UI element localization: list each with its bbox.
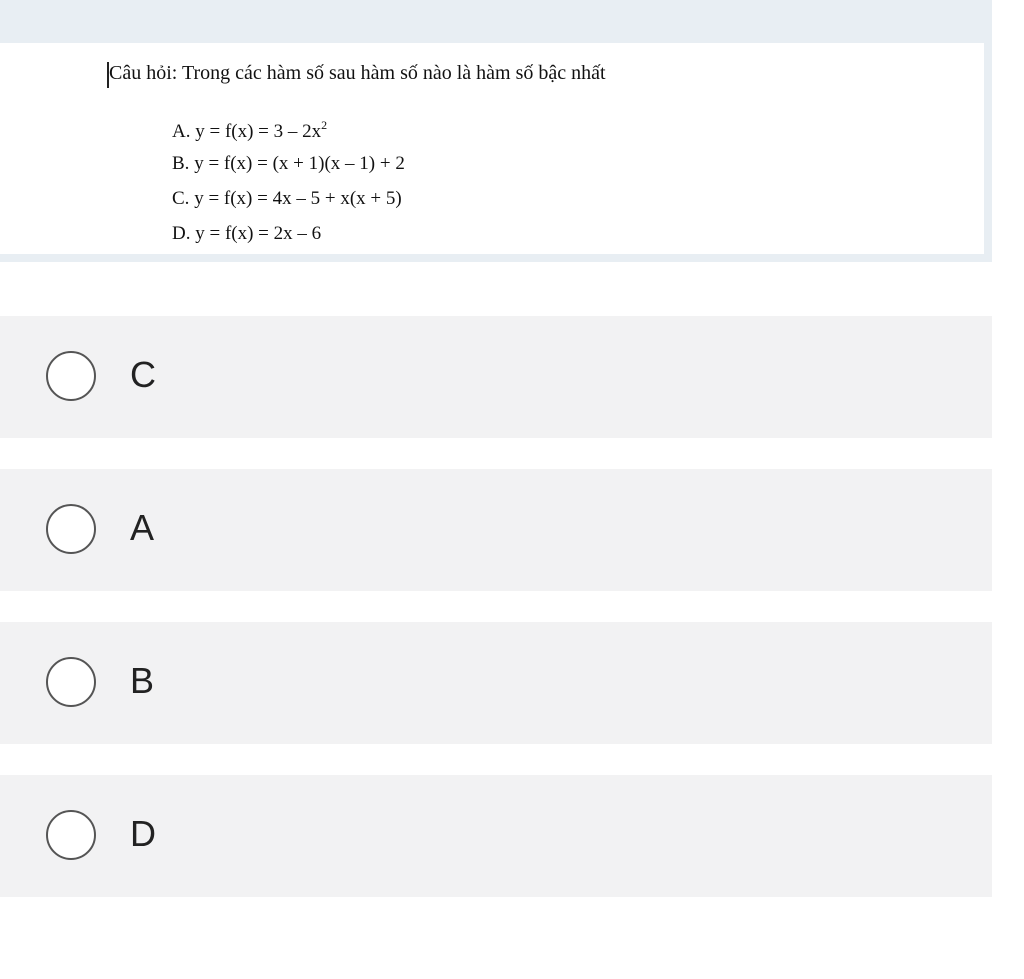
choice-d-prefix: D.	[172, 223, 191, 244]
choice-c-formula: y = f(x) = 4x – 5 + x(x + 5)	[194, 188, 402, 209]
answer-option-a[interactable]	[0, 469, 992, 591]
choice-d	[172, 223, 321, 245]
choice-c	[172, 188, 402, 210]
question-text: Câu hỏi: Trong các hàm số sau hàm số nào là hàm số bậc nhất	[109, 62, 606, 84]
answer-option-c[interactable]	[0, 316, 992, 438]
choice-a-formula: y = f(x) = 3 – 2x	[195, 121, 322, 142]
answer-option-label: C	[130, 354, 156, 395]
choice-b-formula: y = f(x) = (x + 1)(x – 1) + 2	[194, 153, 405, 174]
choice-b-prefix: B.	[172, 153, 190, 174]
choice-a	[172, 118, 327, 143]
choice-a-exponent: 2	[321, 118, 328, 132]
choice-a-prefix: A.	[172, 121, 191, 142]
answer-option-label: D	[130, 813, 156, 854]
choice-b	[172, 153, 405, 175]
choice-c-prefix: C.	[172, 188, 190, 209]
radio-button-icon[interactable]	[46, 810, 96, 860]
radio-button-icon[interactable]	[46, 504, 96, 554]
choice-d-formula: y = f(x) = 2x – 6	[195, 223, 322, 244]
answer-option-b[interactable]	[0, 622, 992, 744]
radio-button-icon[interactable]	[46, 351, 96, 401]
answer-option-d[interactable]	[0, 775, 992, 897]
answer-option-label: B	[130, 660, 155, 701]
answer-option-label: A	[130, 507, 155, 548]
radio-button-icon[interactable]	[46, 657, 96, 707]
